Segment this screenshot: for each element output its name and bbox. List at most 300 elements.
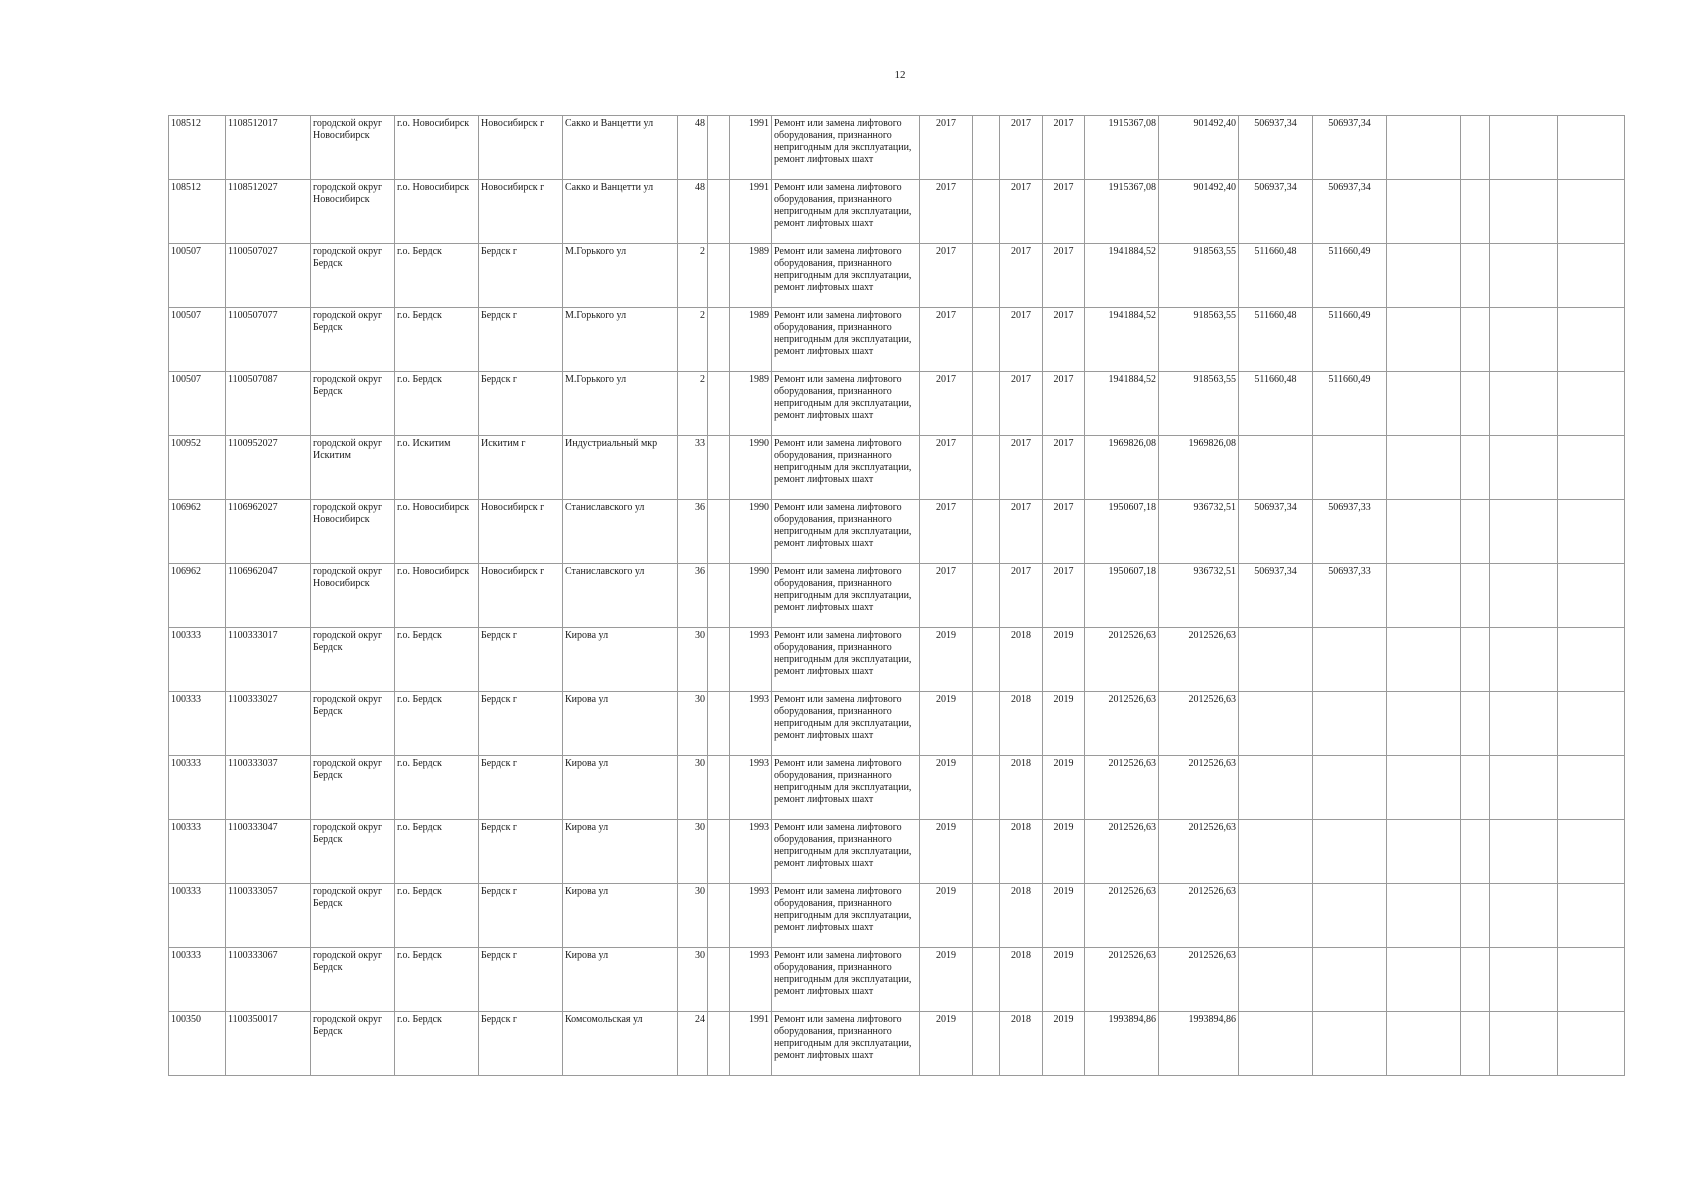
cell-plan-year: 2019 <box>920 692 973 756</box>
cell-blank-b <box>1387 180 1461 244</box>
cell-blank-b <box>1387 948 1461 1012</box>
cell-period-start: 2018 <box>1000 692 1043 756</box>
cell-district-short: г.о. Новосибирск <box>395 500 479 564</box>
cell-house-number: 48 <box>678 116 708 180</box>
table-row <box>169 884 1625 948</box>
table-row <box>169 500 1625 564</box>
cell-blank-a <box>973 244 1000 308</box>
cell-address-id: 100333 <box>169 628 226 692</box>
cell-district-short: г.о. Бердск <box>395 820 479 884</box>
cell-building <box>708 308 730 372</box>
cell-blank-e <box>1558 564 1625 628</box>
cell-house-number: 2 <box>678 308 708 372</box>
cell-cost-part-1: 2012526,63 <box>1159 628 1239 692</box>
cell-period-start: 2018 <box>1000 1012 1043 1076</box>
cell-district-short: г.о. Искитим <box>395 436 479 500</box>
cell-district-short: г.о. Новосибирск <box>395 564 479 628</box>
cell-blank-a <box>973 500 1000 564</box>
cell-street: Кирова ул <box>563 628 678 692</box>
cell-blank-c <box>1461 820 1490 884</box>
cell-period-start: 2017 <box>1000 436 1043 500</box>
cell-cost-part-3: 506937,33 <box>1313 564 1387 628</box>
cell-period-end: 2017 <box>1043 116 1085 180</box>
cell-year-built: 1989 <box>730 244 772 308</box>
cell-period-start: 2017 <box>1000 180 1043 244</box>
cell-plan-year: 2017 <box>920 372 973 436</box>
page-number: 12 <box>894 69 906 81</box>
cell-street: Станиславского ул <box>563 500 678 564</box>
cell-blank-c <box>1461 1012 1490 1076</box>
cell-blank-c <box>1461 436 1490 500</box>
cell-blank-d <box>1490 948 1558 1012</box>
cell-district-short: г.о. Бердск <box>395 372 479 436</box>
cell-settlement: Бердск г <box>479 756 563 820</box>
cell-blank-e <box>1558 372 1625 436</box>
cell-period-end: 2019 <box>1043 948 1085 1012</box>
cell-cost-part-3: 511660,49 <box>1313 372 1387 436</box>
cell-period-start: 2018 <box>1000 628 1043 692</box>
cell-total-cost: 1941884,52 <box>1085 372 1159 436</box>
cell-settlement: Бердск г <box>479 692 563 756</box>
cell-house-number: 30 <box>678 756 708 820</box>
cell-cost-part-3 <box>1313 948 1387 1012</box>
cell-total-cost: 2012526,63 <box>1085 692 1159 756</box>
cell-blank-e <box>1558 436 1625 500</box>
cell-work-type: Ремонт или замена лифтового оборудования, признанного непригодным для эксплуатации, ремонт лифтовых шахт <box>772 436 920 500</box>
cell-cost-part-1: 1993894,86 <box>1159 1012 1239 1076</box>
cell-period-start: 2018 <box>1000 820 1043 884</box>
table-row <box>169 372 1625 436</box>
cell-blank-b <box>1387 756 1461 820</box>
cell-blank-e <box>1558 692 1625 756</box>
cell-settlement: Бердск г <box>479 308 563 372</box>
cell-blank-b <box>1387 372 1461 436</box>
table-body <box>169 116 1625 1076</box>
cell-settlement: Бердск г <box>479 948 563 1012</box>
cell-blank-c <box>1461 948 1490 1012</box>
cell-element-id: 1100333067 <box>226 948 311 1012</box>
cell-district-short: г.о. Бердск <box>395 884 479 948</box>
cell-address-id: 100333 <box>169 756 226 820</box>
cell-plan-year: 2017 <box>920 308 973 372</box>
cell-settlement: Новосибирск г <box>479 116 563 180</box>
cell-plan-year: 2019 <box>920 756 973 820</box>
cell-district-short: г.о. Бердск <box>395 756 479 820</box>
cell-blank-e <box>1558 244 1625 308</box>
cell-building <box>708 756 730 820</box>
cell-total-cost: 2012526,63 <box>1085 948 1159 1012</box>
cell-period-end: 2017 <box>1043 436 1085 500</box>
cell-blank-e <box>1558 500 1625 564</box>
cell-cost-part-1: 918563,55 <box>1159 244 1239 308</box>
cell-building <box>708 564 730 628</box>
cell-building <box>708 820 730 884</box>
cell-building <box>708 628 730 692</box>
cell-blank-a <box>973 116 1000 180</box>
cell-element-id: 1100952027 <box>226 436 311 500</box>
cell-period-end: 2017 <box>1043 244 1085 308</box>
cell-cost-part-1: 2012526,63 <box>1159 884 1239 948</box>
cell-address-id: 100333 <box>169 820 226 884</box>
cell-plan-year: 2019 <box>920 884 973 948</box>
cell-settlement: Новосибирск г <box>479 500 563 564</box>
cell-municipality: городской округ Бердск <box>311 884 395 948</box>
cell-cost-part-1: 1969826,08 <box>1159 436 1239 500</box>
cell-address-id: 100507 <box>169 308 226 372</box>
cell-house-number: 48 <box>678 180 708 244</box>
cell-blank-b <box>1387 116 1461 180</box>
cell-address-id: 108512 <box>169 116 226 180</box>
cell-settlement: Бердск г <box>479 628 563 692</box>
cell-total-cost: 2012526,63 <box>1085 756 1159 820</box>
cell-cost-part-1: 918563,55 <box>1159 372 1239 436</box>
cell-element-id: 1100350017 <box>226 1012 311 1076</box>
cell-municipality: городской округ Бердск <box>311 372 395 436</box>
cell-street: Индустриальный мкр <box>563 436 678 500</box>
cell-address-id: 108512 <box>169 180 226 244</box>
cell-cost-part-2: 511660,48 <box>1239 244 1313 308</box>
cell-district-short: г.о. Бердск <box>395 308 479 372</box>
cell-cost-part-2 <box>1239 820 1313 884</box>
cell-blank-d <box>1490 884 1558 948</box>
cell-blank-c <box>1461 500 1490 564</box>
cell-cost-part-3 <box>1313 1012 1387 1076</box>
table-row <box>169 820 1625 884</box>
cell-blank-d <box>1490 372 1558 436</box>
cell-element-id: 1100333027 <box>226 692 311 756</box>
cell-year-built: 1993 <box>730 948 772 1012</box>
cell-cost-part-1: 2012526,63 <box>1159 692 1239 756</box>
cell-house-number: 24 <box>678 1012 708 1076</box>
cell-year-built: 1990 <box>730 564 772 628</box>
cell-cost-part-1: 901492,40 <box>1159 180 1239 244</box>
cell-cost-part-2 <box>1239 628 1313 692</box>
cell-work-type: Ремонт или замена лифтового оборудования, признанного непригодным для эксплуатации, ремонт лифтовых шахт <box>772 948 920 1012</box>
cell-period-start: 2017 <box>1000 372 1043 436</box>
cell-municipality: городской округ Бердск <box>311 1012 395 1076</box>
cell-street: Кирова ул <box>563 948 678 1012</box>
cell-blank-a <box>973 180 1000 244</box>
cell-district-short: г.о. Бердск <box>395 692 479 756</box>
table-row <box>169 948 1625 1012</box>
cell-cost-part-2: 506937,34 <box>1239 564 1313 628</box>
cell-element-id: 1100333037 <box>226 756 311 820</box>
cell-cost-part-3 <box>1313 628 1387 692</box>
cell-plan-year: 2017 <box>920 500 973 564</box>
cell-cost-part-1: 2012526,63 <box>1159 948 1239 1012</box>
cell-cost-part-2: 506937,34 <box>1239 500 1313 564</box>
cell-cost-part-2 <box>1239 1012 1313 1076</box>
cell-blank-a <box>973 756 1000 820</box>
cell-period-end: 2017 <box>1043 372 1085 436</box>
cell-building <box>708 692 730 756</box>
table-row <box>169 180 1625 244</box>
cell-plan-year: 2019 <box>920 820 973 884</box>
cell-house-number: 2 <box>678 244 708 308</box>
cell-street: М.Горького ул <box>563 372 678 436</box>
table-row <box>169 692 1625 756</box>
cell-blank-a <box>973 692 1000 756</box>
cell-cost-part-1: 918563,55 <box>1159 308 1239 372</box>
cell-blank-d <box>1490 116 1558 180</box>
cell-building <box>708 372 730 436</box>
cell-building <box>708 1012 730 1076</box>
cell-element-id: 1100333057 <box>226 884 311 948</box>
cell-cost-part-1: 936732,51 <box>1159 564 1239 628</box>
cell-cost-part-1: 2012526,63 <box>1159 756 1239 820</box>
cell-settlement: Бердск г <box>479 820 563 884</box>
cell-blank-c <box>1461 180 1490 244</box>
cell-municipality: городской округ Новосибирск <box>311 116 395 180</box>
cell-cost-part-3 <box>1313 884 1387 948</box>
cell-street: М.Горького ул <box>563 308 678 372</box>
table-row <box>169 564 1625 628</box>
cell-element-id: 1100507077 <box>226 308 311 372</box>
cell-plan-year: 2019 <box>920 948 973 1012</box>
cell-blank-c <box>1461 628 1490 692</box>
cell-total-cost: 2012526,63 <box>1085 628 1159 692</box>
cell-period-end: 2017 <box>1043 564 1085 628</box>
cell-year-built: 1993 <box>730 884 772 948</box>
cell-year-built: 1989 <box>730 372 772 436</box>
cell-blank-a <box>973 628 1000 692</box>
cell-blank-b <box>1387 564 1461 628</box>
cell-house-number: 30 <box>678 628 708 692</box>
cell-municipality: городской округ Бердск <box>311 756 395 820</box>
cell-period-start: 2017 <box>1000 500 1043 564</box>
cell-period-end: 2019 <box>1043 884 1085 948</box>
cell-blank-e <box>1558 1012 1625 1076</box>
cell-municipality: городской округ Бердск <box>311 820 395 884</box>
cell-total-cost: 1969826,08 <box>1085 436 1159 500</box>
cell-cost-part-3 <box>1313 756 1387 820</box>
cell-district-short: г.о. Новосибирск <box>395 180 479 244</box>
cell-total-cost: 1941884,52 <box>1085 244 1159 308</box>
cell-settlement: Искитим г <box>479 436 563 500</box>
cell-building <box>708 244 730 308</box>
table-row <box>169 628 1625 692</box>
cell-building <box>708 436 730 500</box>
cell-blank-e <box>1558 116 1625 180</box>
cell-year-built: 1990 <box>730 500 772 564</box>
cell-blank-a <box>973 948 1000 1012</box>
cell-blank-c <box>1461 308 1490 372</box>
cell-house-number: 30 <box>678 820 708 884</box>
cell-house-number: 2 <box>678 372 708 436</box>
cell-period-start: 2018 <box>1000 756 1043 820</box>
cell-street: Сакко и Ванцетти ул <box>563 116 678 180</box>
cell-cost-part-3 <box>1313 436 1387 500</box>
cell-cost-part-3: 506937,34 <box>1313 116 1387 180</box>
cell-building <box>708 884 730 948</box>
cell-work-type: Ремонт или замена лифтового оборудования, признанного непригодным для эксплуатации, ремонт лифтовых шахт <box>772 1012 920 1076</box>
cell-blank-d <box>1490 692 1558 756</box>
cell-street: Кирова ул <box>563 692 678 756</box>
cell-period-start: 2017 <box>1000 308 1043 372</box>
cell-cost-part-2: 506937,34 <box>1239 116 1313 180</box>
cell-address-id: 100333 <box>169 884 226 948</box>
cell-blank-c <box>1461 244 1490 308</box>
cell-blank-a <box>973 884 1000 948</box>
cell-total-cost: 1915367,08 <box>1085 180 1159 244</box>
cell-blank-d <box>1490 564 1558 628</box>
cell-address-id: 100350 <box>169 1012 226 1076</box>
cell-blank-c <box>1461 564 1490 628</box>
cell-blank-b <box>1387 1012 1461 1076</box>
cell-element-id: 1100507027 <box>226 244 311 308</box>
cell-cost-part-2 <box>1239 948 1313 1012</box>
cell-street: Кирова ул <box>563 884 678 948</box>
cell-plan-year: 2019 <box>920 1012 973 1076</box>
cell-period-start: 2017 <box>1000 564 1043 628</box>
cell-work-type: Ремонт или замена лифтового оборудования, признанного непригодным для эксплуатации, ремонт лифтовых шахт <box>772 372 920 436</box>
cell-work-type: Ремонт или замена лифтового оборудования, признанного непригодным для эксплуатации, ремонт лифтовых шахт <box>772 244 920 308</box>
cell-year-built: 1993 <box>730 756 772 820</box>
cell-blank-a <box>973 564 1000 628</box>
cell-element-id: 1108512027 <box>226 180 311 244</box>
cell-blank-c <box>1461 372 1490 436</box>
cell-element-id: 1106962047 <box>226 564 311 628</box>
cell-cost-part-2 <box>1239 692 1313 756</box>
cell-blank-a <box>973 1012 1000 1076</box>
cell-total-cost: 1993894,86 <box>1085 1012 1159 1076</box>
cell-house-number: 30 <box>678 948 708 1012</box>
cell-work-type: Ремонт или замена лифтового оборудования, признанного непригодным для эксплуатации, ремонт лифтовых шахт <box>772 500 920 564</box>
cell-municipality: городской округ Новосибирск <box>311 180 395 244</box>
cell-blank-b <box>1387 244 1461 308</box>
cell-blank-d <box>1490 756 1558 820</box>
cell-element-id: 1100507087 <box>226 372 311 436</box>
cell-element-id: 1106962027 <box>226 500 311 564</box>
cell-blank-d <box>1490 180 1558 244</box>
cell-blank-b <box>1387 500 1461 564</box>
cell-cost-part-2: 506937,34 <box>1239 180 1313 244</box>
cell-settlement: Бердск г <box>479 1012 563 1076</box>
cell-house-number: 36 <box>678 564 708 628</box>
cell-period-end: 2017 <box>1043 308 1085 372</box>
cell-year-built: 1993 <box>730 820 772 884</box>
cell-address-id: 100333 <box>169 692 226 756</box>
cell-period-end: 2019 <box>1043 692 1085 756</box>
cell-street: Сакко и Ванцетти ул <box>563 180 678 244</box>
cell-period-end: 2017 <box>1043 180 1085 244</box>
cell-cost-part-2 <box>1239 436 1313 500</box>
cell-blank-c <box>1461 884 1490 948</box>
cell-cost-part-3: 511660,49 <box>1313 244 1387 308</box>
cell-cost-part-2 <box>1239 756 1313 820</box>
cell-blank-d <box>1490 1012 1558 1076</box>
cell-blank-e <box>1558 180 1625 244</box>
table-row <box>169 756 1625 820</box>
cell-municipality: городской округ Искитим <box>311 436 395 500</box>
cell-address-id: 100507 <box>169 244 226 308</box>
table-row <box>169 436 1625 500</box>
cell-blank-e <box>1558 884 1625 948</box>
cell-address-id: 106962 <box>169 564 226 628</box>
cell-municipality: городской округ Бердск <box>311 244 395 308</box>
cell-blank-b <box>1387 628 1461 692</box>
cell-blank-c <box>1461 692 1490 756</box>
cell-cost-part-2: 511660,48 <box>1239 308 1313 372</box>
cell-district-short: г.о. Бердск <box>395 948 479 1012</box>
repair-schedule-table <box>168 115 1625 1076</box>
cell-year-built: 1990 <box>730 436 772 500</box>
cell-building <box>708 500 730 564</box>
cell-plan-year: 2017 <box>920 116 973 180</box>
cell-blank-e <box>1558 756 1625 820</box>
cell-blank-e <box>1558 628 1625 692</box>
cell-blank-d <box>1490 820 1558 884</box>
cell-element-id: 1108512017 <box>226 116 311 180</box>
cell-cost-part-3 <box>1313 692 1387 756</box>
cell-period-start: 2017 <box>1000 244 1043 308</box>
cell-plan-year: 2017 <box>920 244 973 308</box>
cell-period-end: 2017 <box>1043 500 1085 564</box>
cell-work-type: Ремонт или замена лифтового оборудования, признанного непригодным для эксплуатации, ремонт лифтовых шахт <box>772 180 920 244</box>
cell-blank-d <box>1490 244 1558 308</box>
cell-period-start: 2018 <box>1000 884 1043 948</box>
cell-work-type: Ремонт или замена лифтового оборудования, признанного непригодным для эксплуатации, ремонт лифтовых шахт <box>772 564 920 628</box>
cell-year-built: 1991 <box>730 116 772 180</box>
cell-element-id: 1100333047 <box>226 820 311 884</box>
cell-municipality: городской округ Бердск <box>311 692 395 756</box>
cell-blank-d <box>1490 308 1558 372</box>
cell-plan-year: 2017 <box>920 180 973 244</box>
cell-street: Комсомольская ул <box>563 1012 678 1076</box>
cell-municipality: городской округ Бердск <box>311 628 395 692</box>
table-row <box>169 1012 1625 1076</box>
cell-blank-c <box>1461 756 1490 820</box>
cell-municipality: городской округ Новосибирск <box>311 500 395 564</box>
cell-total-cost: 1941884,52 <box>1085 308 1159 372</box>
cell-blank-b <box>1387 308 1461 372</box>
cell-municipality: городской округ Бердск <box>311 308 395 372</box>
cell-building <box>708 180 730 244</box>
cell-blank-a <box>973 372 1000 436</box>
cell-year-built: 1989 <box>730 308 772 372</box>
cell-work-type: Ремонт или замена лифтового оборудования, признанного непригодным для эксплуатации, ремонт лифтовых шахт <box>772 756 920 820</box>
cell-settlement: Новосибирск г <box>479 564 563 628</box>
cell-municipality: городской округ Новосибирск <box>311 564 395 628</box>
cell-blank-e <box>1558 820 1625 884</box>
cell-house-number: 33 <box>678 436 708 500</box>
cell-period-start: 2018 <box>1000 948 1043 1012</box>
cell-street: М.Горького ул <box>563 244 678 308</box>
table-row <box>169 116 1625 180</box>
cell-blank-b <box>1387 820 1461 884</box>
cell-blank-b <box>1387 884 1461 948</box>
cell-blank-d <box>1490 628 1558 692</box>
cell-house-number: 30 <box>678 884 708 948</box>
cell-district-short: г.о. Бердск <box>395 244 479 308</box>
table-row <box>169 244 1625 308</box>
cell-work-type: Ремонт или замена лифтового оборудования, признанного непригодным для эксплуатации, ремонт лифтовых шахт <box>772 884 920 948</box>
cell-house-number: 30 <box>678 692 708 756</box>
cell-municipality: городской округ Бердск <box>311 948 395 1012</box>
cell-work-type: Ремонт или замена лифтового оборудования, признанного непригодным для эксплуатации, ремонт лифтовых шахт <box>772 628 920 692</box>
cell-cost-part-1: 2012526,63 <box>1159 820 1239 884</box>
cell-total-cost: 1950607,18 <box>1085 500 1159 564</box>
cell-street: Кирова ул <box>563 756 678 820</box>
cell-settlement: Бердск г <box>479 372 563 436</box>
cell-work-type: Ремонт или замена лифтового оборудования, признанного непригодным для эксплуатации, ремонт лифтовых шахт <box>772 820 920 884</box>
cell-total-cost: 1950607,18 <box>1085 564 1159 628</box>
cell-settlement: Бердск г <box>479 244 563 308</box>
cell-cost-part-3: 506937,33 <box>1313 500 1387 564</box>
cell-address-id: 106962 <box>169 500 226 564</box>
cell-building <box>708 948 730 1012</box>
cell-blank-d <box>1490 436 1558 500</box>
